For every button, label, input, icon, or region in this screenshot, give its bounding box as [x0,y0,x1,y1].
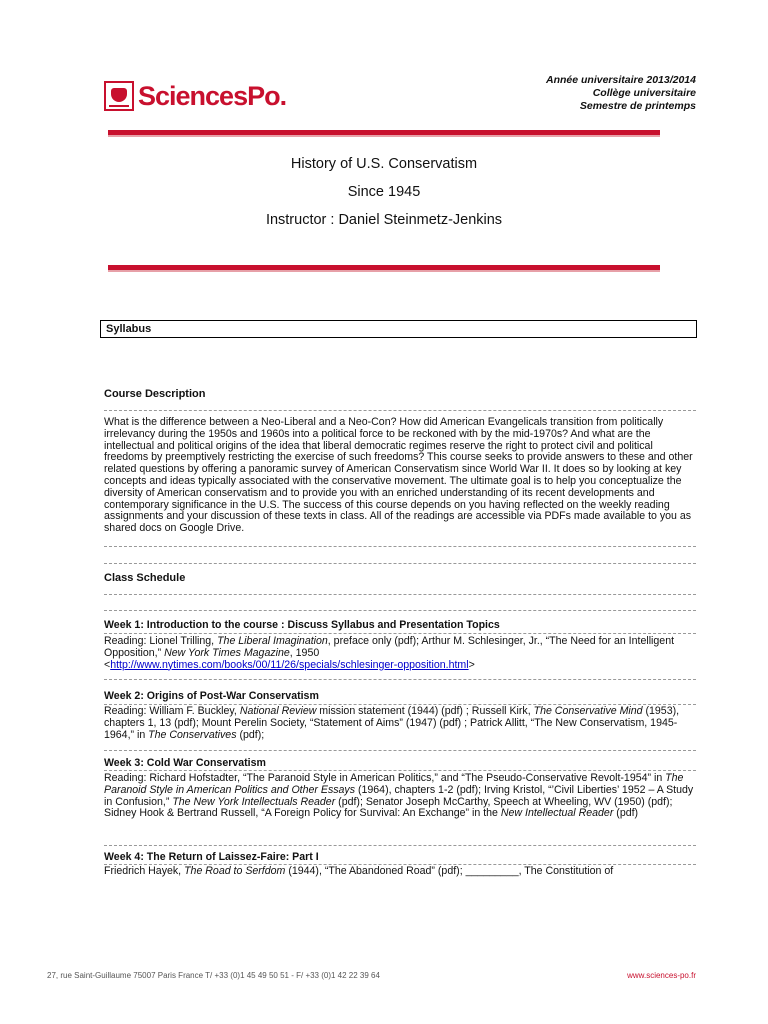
divider [104,770,696,771]
week-4-title: Week 4: The Return of Laissez-Faire: Part I [104,851,319,863]
week-2-reading [104,706,696,741]
reading-text: Reading: William F. Buckley, [104,705,240,717]
reading-text: , preface only (pdf); Arthur M. Schlesinger, Jr., “The Need for an Intelligent Opposition,” [104,635,675,659]
course-since: Since 1945 [347,184,421,200]
divider [104,750,696,751]
week-4-reading [104,866,696,878]
course-title: History of U.S. Conservatism [290,156,478,172]
reading-text: , 1950 [289,646,320,659]
sciencespo-logo [104,80,286,112]
reading-title: National Review [239,705,317,717]
logo-text: SciencesPo. [138,80,287,111]
week-2-title: Week 2: Origins of Post-War Conservatism [104,690,319,702]
academic-year-block [546,74,696,113]
week-3-title: Week 3: Cold War Conservatism [104,757,266,769]
reading-text: Reading: Richard Hofstadter, “The Paranoid Style in American Politics,” and “The Pseudo-Conservative Revolt-1954” in [104,772,666,784]
college-label: Collège universitaire [592,87,696,99]
course-titles [108,150,660,234]
title-divider [108,265,660,272]
reading-text: (1964), chapters 1-2 (pdf); Irving Kristol, “’Civil Liberties’ 1952 – A Study in Confusion,” [104,783,694,808]
footer-address: 27, rue Saint-Guillaume 75007 Paris France T/ +33 (0)1 45 49 50 51 - F/ +33 (0)1 42 22 39 64 [47,971,380,980]
divider [104,594,696,595]
reading-text: (pdf); Senator Joseph McCarthy, Speech at Wheeling, WV (1950) (pdf); Sidney Hook & Bertrand Russell, “A Foreign Policy for Survival: An Exchange” in the [104,795,673,820]
divider [104,845,696,846]
footer-website-link[interactable]: www.sciences-po.fr [627,971,696,980]
reading-text: < [104,658,111,671]
reading-text: (pdf); [236,728,265,741]
reading-text: mission statement (1944) (pdf) ; Russell Kirk, [316,705,534,717]
course-description-heading: Course Description [104,388,206,400]
reading-title: New York Times Magazine [164,646,290,659]
reading-title: The Conservative Mind [533,705,643,717]
header-divider [108,130,660,137]
schlesinger-opposition-link[interactable]: http://www.nytimes.com/books/00/11/26/specials/schlesinger-opposition.html [110,658,469,671]
reading-text: > [468,658,475,671]
divider [104,546,696,547]
reading-title: The Conservatives [148,728,237,741]
syllabus-label: Syllabus [106,323,152,335]
divider [104,633,696,634]
reading-title: New Intellectual Reader [500,807,614,820]
reading-title: The New York Intellectuals Reader [172,795,336,808]
divider [104,410,696,411]
syllabus-label-box [100,320,697,338]
divider [104,610,696,611]
course-description-text: What is the difference between a Neo-Liberal and a Neo-Con? How did American Evangelicals transition from politically irrelevancy during the 1950s and 1960s into a political force to be reckoned with by the mid-1970s? And what are the intellectual and political origins of the idea that liberal democratic regimes reserve the right to protect civil and political freedoms by preemptively restricting the exercise of such freedoms? This course seeks to provide answers to these and other related questions by offering a panoramic survey of American Conservatism since World War II. It does so by looking at key concepts and ideas typically associated with the conservative movement. The ultimate goal is to help you conceptualize the diversity of American conservatism and to provide you with an enriched understanding of its recent developments and contemporary significance in the U.S. The success of this course depends on you having reflected on the weekly reading assignments and your discussion of these texts in class. All of the readings are accessible via PDFs made available to you as shared docs on Google Drive. [104,416,693,535]
academic-year: Année universitaire 2013/2014 [545,74,696,86]
reading-text: Reading: Lionel Trilling, [104,635,218,647]
divider [104,563,696,564]
reading-text: (1944), “The Abandoned Road” (pdf); _________, The Constitution of [285,865,614,877]
semester-label: Semestre de printemps [579,100,696,112]
reading-title: The Liberal Imagination [217,635,328,647]
course-instructor: Instructor : Daniel Steinmetz-Jenkins [265,212,503,228]
week-1-title: Week 1: Introduction to the course : Discuss Syllabus and Presentation Topics [104,619,500,631]
reading-title: The Paranoid Style in American Politics and Other Essays [104,772,684,796]
reading-text: (pdf) [613,807,639,820]
reading-text: Friedrich Hayek, [104,865,185,877]
week-3-reading [104,773,696,820]
reading-title: The Road to Serfdom [184,865,286,877]
class-schedule-heading: Class Schedule [104,572,186,584]
week-1-reading [104,636,696,671]
reading-text: (1953), chapters 1, 13 (pdf); Mount Perelin Society, “Statement of Aims” (1947) (pdf) ; Patrick Allitt, “The New Conservatism, 1945-1964,” in [104,705,680,741]
divider [104,679,696,680]
lion-emblem-icon [104,81,134,111]
